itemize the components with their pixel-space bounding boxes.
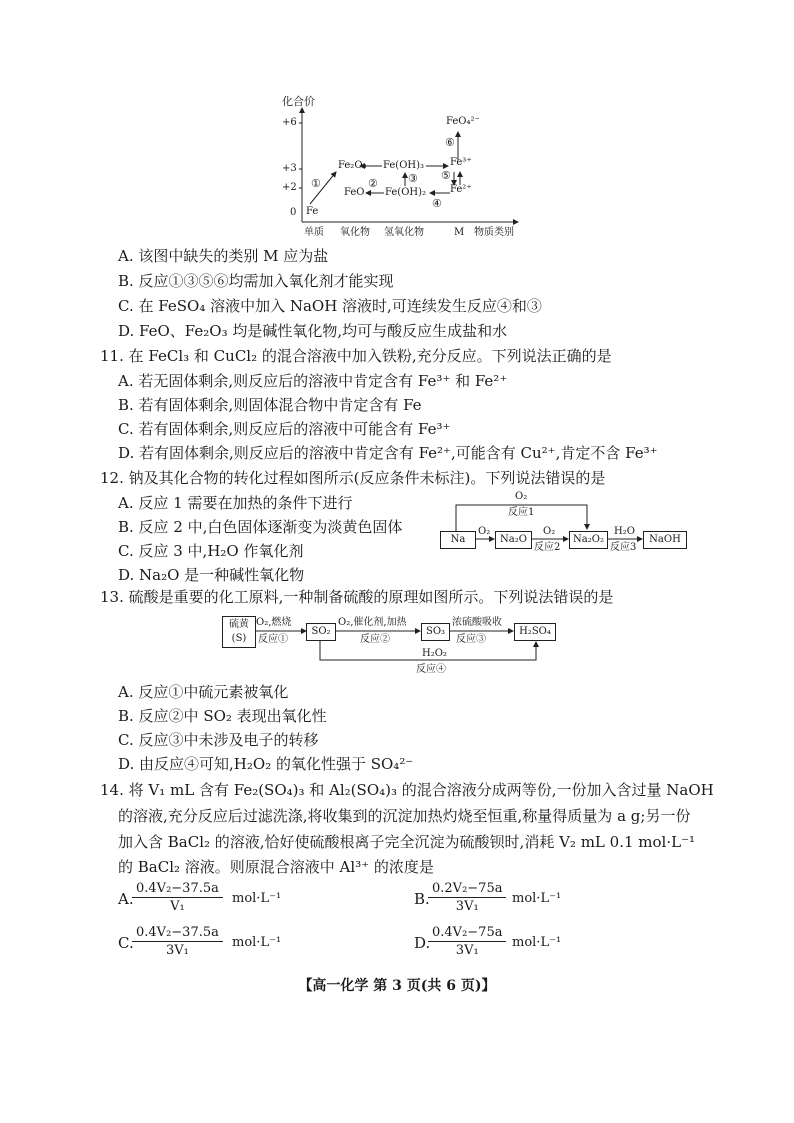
y-tick: +6 [282, 117, 297, 128]
x-category: 氢氧化物 [384, 227, 424, 238]
q12-option-a: A. 反应 1 需要在加热的条件下进行 [118, 494, 353, 512]
species-feo: FeO [344, 187, 365, 198]
q10-option-d: D. FeO、Fe₂O₃ 均是碱性氧化物,均可与酸反应生成盐和水 [118, 322, 508, 340]
y-tick: +3 [282, 163, 297, 174]
species-fe2: Fe²⁺ [450, 184, 472, 195]
box-na2o2: Na₂O₂ [569, 531, 608, 549]
species-feoh3: Fe(OH)₃ [383, 160, 425, 171]
box-sulfur [222, 616, 256, 648]
q10-option-a: A. 该图中缺失的类别 M 应为盐 [118, 247, 329, 265]
species-fe3: Fe³⁺ [450, 157, 472, 168]
q13-option-a: A. 反应①中硫元素被氧化 [118, 683, 289, 701]
fraction-denominator: V₁ [170, 899, 185, 914]
x-category: 物质类别 [474, 227, 514, 238]
fraction-numerator: 0.4V₂−75a [428, 924, 506, 942]
q13-option-d: D. 由反应④可知,H₂O₂ 的氧化性强于 SO₄²⁻ [118, 755, 414, 773]
y-axis-title: 化合价 [282, 95, 315, 108]
species-fe2o3: Fe₂O₃ [338, 160, 367, 171]
q14-option-c-unit: mol·L⁻¹ [232, 935, 282, 950]
q12-stem: 12. 钠及其化合物的转化过程如图所示(反应条件未标注)。下列说法错误的是 [100, 469, 606, 487]
s-react-3: 反应③ [456, 634, 486, 645]
q13-option-c: C. 反应③中未涉及电子的转移 [118, 731, 319, 749]
q14-option-b-unit: mol·L⁻¹ [512, 891, 562, 906]
q14-option-a-letter: A. [118, 890, 134, 908]
q14-option-c-fraction [132, 924, 223, 959]
na-r3: 反应3 [610, 542, 637, 553]
fraction-denominator: 3V₁ [166, 943, 189, 958]
fraction-denominator: 3V₁ [455, 943, 479, 958]
s-react-2: 反应② [360, 634, 390, 645]
sulfur-name: 硫黄 [229, 619, 249, 630]
q14-stem-line-1: 14. 将 V₁ mL 含有 Fe₂(SO₄)₃ 和 Al₂(SO₄)₃ 的混合溶液分成两等份,一份加入含过量 NaOH [100, 781, 714, 799]
species-feo4: FeO₄²⁻ [446, 116, 480, 127]
q14-option-b-letter: B. [414, 890, 430, 908]
q11-option-b: B. 若有固体剩余,则固体混合物中肯定含有 Fe [118, 396, 422, 414]
q14-option-d-fraction [428, 924, 506, 959]
s-cond-1: O₂,燃烧 [256, 617, 292, 628]
q12-option-c: C. 反应 3 中,H₂O 作氧化剂 [118, 542, 304, 560]
s-react-4: 反应④ [416, 664, 446, 675]
q14-option-a-fraction [132, 880, 223, 915]
page-footer: 【高一化学 第 3 页(共 6 页)】 [298, 978, 496, 994]
reaction-2-label: ② [368, 177, 378, 190]
q14-option-d-unit: mol·L⁻¹ [512, 935, 562, 950]
q11-stem: 11. 在 FeCl₃ 和 CuCl₂ 的混合溶液中加入铁粉,充分反应。下列说法正确的是 [100, 347, 612, 365]
na-o2-1: O₂ [478, 526, 491, 537]
na-top-label: 反应1 [508, 507, 535, 518]
na-r2: 反应2 [534, 542, 561, 553]
s-cond-2: O₂,催化剂,加热 [338, 617, 407, 628]
x-category: 单质 [304, 227, 324, 238]
q14-option-b-fraction [428, 880, 506, 915]
fraction-denominator: 3V₁ [455, 899, 479, 914]
na-h2o: H₂O [614, 526, 635, 537]
box-na: Na [440, 531, 476, 549]
box-na2o: Na₂O [495, 531, 532, 549]
na-top-reagent: O₂ [515, 491, 528, 502]
q13-stem: 13. 硫酸是重要的化工原料,一种制备硫酸的原理如图所示。下列说法错误的是 [100, 588, 614, 606]
q14-option-c-letter: C. [118, 934, 134, 952]
y-tick: +2 [282, 182, 297, 193]
q13-option-b: B. 反应②中 SO₂ 表现出氧化性 [118, 707, 327, 725]
q10-option-b: B. 反应①③⑤⑥均需加入氧化剂才能实现 [118, 272, 394, 290]
x-category: M [454, 227, 465, 238]
reaction-1-label: ① [311, 177, 321, 190]
q11-option-d: D. 若有固体剩余,则反应后的溶液中肯定含有 Fe²⁺,可能含有 Cu²⁺,肯定不含 Fe³⁺ [118, 444, 658, 462]
q11-option-c: C. 若有固体剩余,则反应后的溶液中可能含有 Fe³⁺ [118, 420, 451, 438]
fraction-numerator: 0.4V₂−37.5a [132, 880, 223, 898]
s-cond-3: 浓硫酸吸收 [452, 617, 502, 628]
s-react-1: 反应① [258, 634, 288, 645]
fraction-numerator: 0.2V₂−75a [428, 880, 506, 898]
reaction-3-label: ③ [408, 172, 418, 185]
q14-option-d-letter: D. [414, 934, 431, 952]
na-o2-2: O₂ [543, 526, 556, 537]
box-so2: SO₂ [306, 623, 336, 641]
q14-option-a-unit: mol·L⁻¹ [232, 891, 282, 906]
reaction-5-label: ⑤ [441, 169, 451, 182]
q11-option-a: A. 若无固体剩余,则反应后的溶液中肯定含有 Fe³⁺ 和 Fe²⁺ [118, 372, 508, 390]
q14-stem-line-2: 的溶液,充分反应后过滤洗涤,将收集到的沉淀加热灼烧至恒重,称量得质量为 a g;另一份 [118, 807, 691, 825]
species-fe: Fe [306, 206, 319, 217]
reaction-4-label: ④ [432, 197, 442, 210]
x-category: 氧化物 [340, 227, 370, 238]
box-so3: SO₃ [421, 623, 450, 641]
y-tick: 0 [290, 207, 297, 218]
box-naoh: NaOH [643, 531, 687, 549]
q10-option-c: C. 在 FeSO₄ 溶液中加入 NaOH 溶液时,可连续发生反应④和③ [118, 297, 542, 315]
box-h2so4: H₂SO₄ [514, 623, 556, 641]
q14-stem-line-4: 的 BaCl₂ 溶液。则原混合溶液中 Al³⁺ 的浓度是 [118, 858, 434, 876]
fraction-numerator: 0.4V₂−37.5a [132, 924, 223, 942]
sulfur-symbol: (S) [231, 633, 247, 644]
q14-stem-line-3: 加入含 BaCl₂ 的溶液,恰好使硫酸根离子完全沉淀为硫酸钡时,消耗 V₂ mL 0.1 mol·L⁻¹ [118, 833, 695, 851]
q12-option-b: B. 反应 2 中,白色固体逐渐变为淡黄色固体 [118, 518, 403, 536]
q12-option-d: D. Na₂O 是一种碱性氧化物 [118, 566, 305, 584]
reaction-6-label: ⑥ [445, 136, 455, 149]
s-cond-4: H₂O₂ [422, 648, 447, 659]
species-feoh2: Fe(OH)₂ [385, 187, 427, 198]
